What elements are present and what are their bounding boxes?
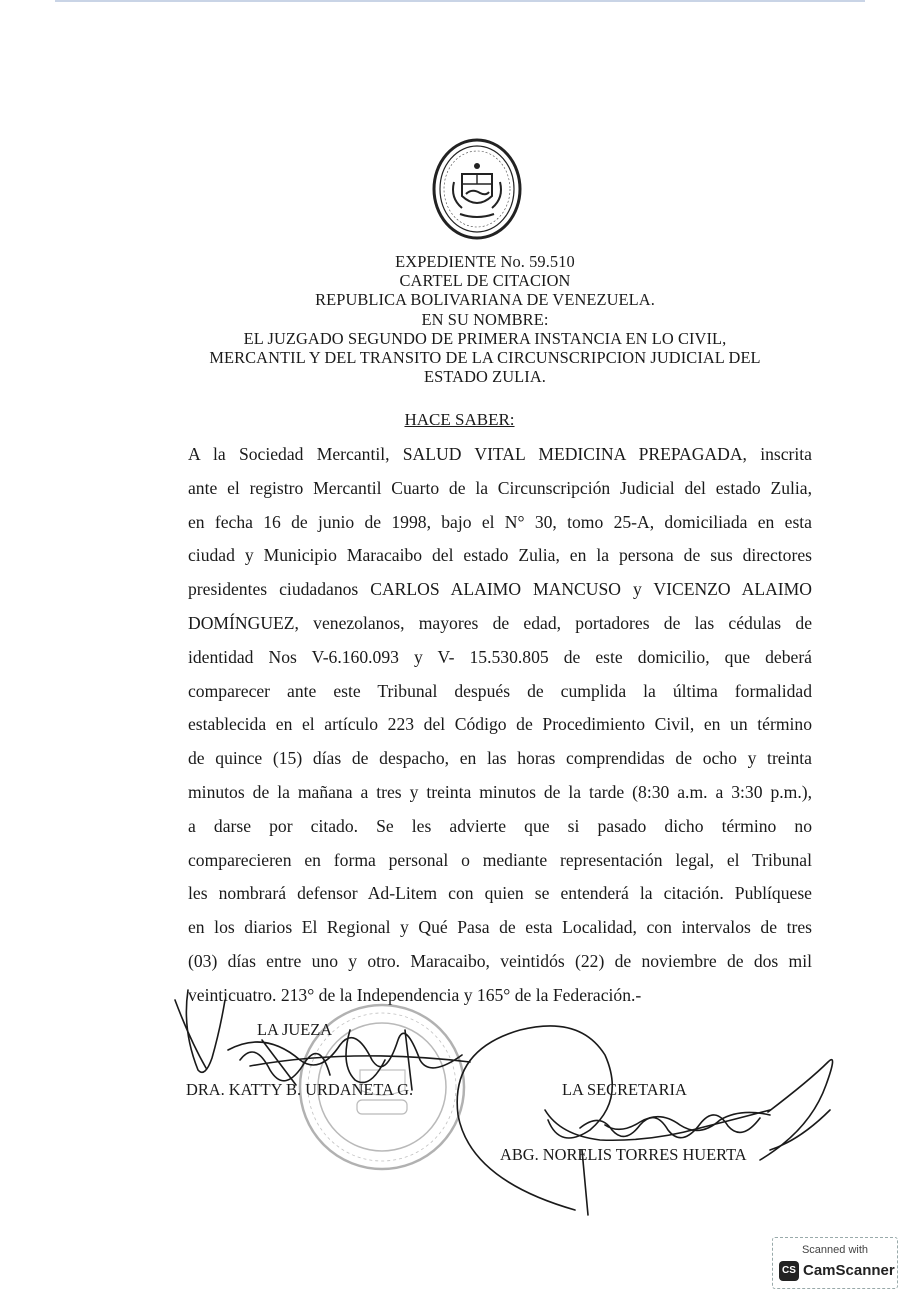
camscanner-brand: CamScanner — [803, 1262, 895, 1279]
cartel-title: CARTEL DE CITACION — [399, 271, 571, 291]
body-line: (03) días entre uno y otro. Maracaibo, veintidós (22) de noviembre de dos mil — [188, 950, 812, 971]
body-line: establecida en el artículo 223 del Código de Procedimiento Civil, en un término — [188, 714, 812, 735]
secretaria-name: ABG. NORELIS TORRES HUERTA — [500, 1145, 747, 1164]
body-line: A la Sociedad Mercantil, SALUD VITAL MEDICINA PREPAGADA, inscrita — [188, 444, 812, 464]
body-line: veinticuatro. 213° de la Independencia y 165° de la Federación.- — [188, 984, 642, 1005]
body-line: minutos de la mañana a tres y treinta minutos de la tarde (8:30 a.m. a 3:30 p.m.), — [188, 781, 812, 802]
body-line: les nombrará defensor Ad-Litem con quien se entenderá la citación. Publíquese — [188, 883, 812, 904]
expediente-line: EXPEDIENTE No. 59.510 — [395, 252, 575, 271]
body-line: en los diarios El Regional y Qué Pasa de esta Localidad, con intervalos de tres — [188, 917, 812, 938]
en-su-nombre-line: EN SU NOMBRE: — [421, 309, 549, 329]
jueza-title: LA JUEZA — [257, 1020, 333, 1039]
body-line: presidentes ciudadanos CARLOS ALAIMO MANCUSO y VICENZO ALAIMO — [188, 579, 812, 600]
scanned-with-label: Scanned with — [801, 1244, 869, 1256]
juzgado-line-3: ESTADO ZULIA. — [424, 367, 546, 387]
body-line: en fecha 16 de junio de 1998, bajo el N° 30, tomo 25-A, domiciliada en esta — [188, 511, 812, 532]
hace-saber-heading: HACE SABER: — [404, 410, 515, 429]
juzgado-line-1: EL JUZGADO SEGUNDO DE PRIMERA INSTANCIA EN LO CIVIL, — [243, 328, 727, 348]
document-header — [150, 252, 820, 386]
coat-of-arms-seal-icon — [432, 138, 522, 240]
body-line: identidad Nos V-6.160.093 y V- 15.530.805 de este domicilio, que deberá — [188, 646, 812, 667]
body-line: de quince (15) días de despacho, en las horas comprendidas de ocho y treinta — [188, 748, 812, 769]
body-line: ciudad y Municipio Maracaibo del estado Zulia, en la persona de sus directores — [188, 545, 812, 566]
juzgado-line-2: MERCANTIL Y DEL TRANSITO DE LA CIRCUNSCRIPCION JUDICIAL DEL — [209, 348, 761, 368]
body-line: comparecer ante este Tribunal después de cumplida la última formalidad — [188, 680, 812, 701]
body-line: comparecieren en forma personal o mediante representación legal, el Tribunal — [188, 849, 812, 870]
document-body — [188, 438, 812, 1013]
body-line: ante el registro Mercantil Cuarto de la Circunscripción Judicial del estado Zulia, — [188, 477, 812, 498]
camscanner-logo-icon: CS — [779, 1261, 799, 1281]
jueza-name: DRA. KATTY B. URDANETA G. — [186, 1080, 414, 1099]
body-line: DOMÍNGUEZ, venezolanos, mayores de edad, portadores de las cédulas de — [188, 612, 812, 633]
top-edge-line — [55, 0, 865, 2]
republica-line: REPUBLICA BOLIVARIANA DE VENEZUELA. — [315, 290, 655, 310]
secretaria-title: LA SECRETARIA — [562, 1080, 687, 1099]
body-line: a darse por citado. Se les advierte que si pasado dicho término no — [188, 815, 812, 836]
camscanner-watermark — [772, 1237, 898, 1289]
